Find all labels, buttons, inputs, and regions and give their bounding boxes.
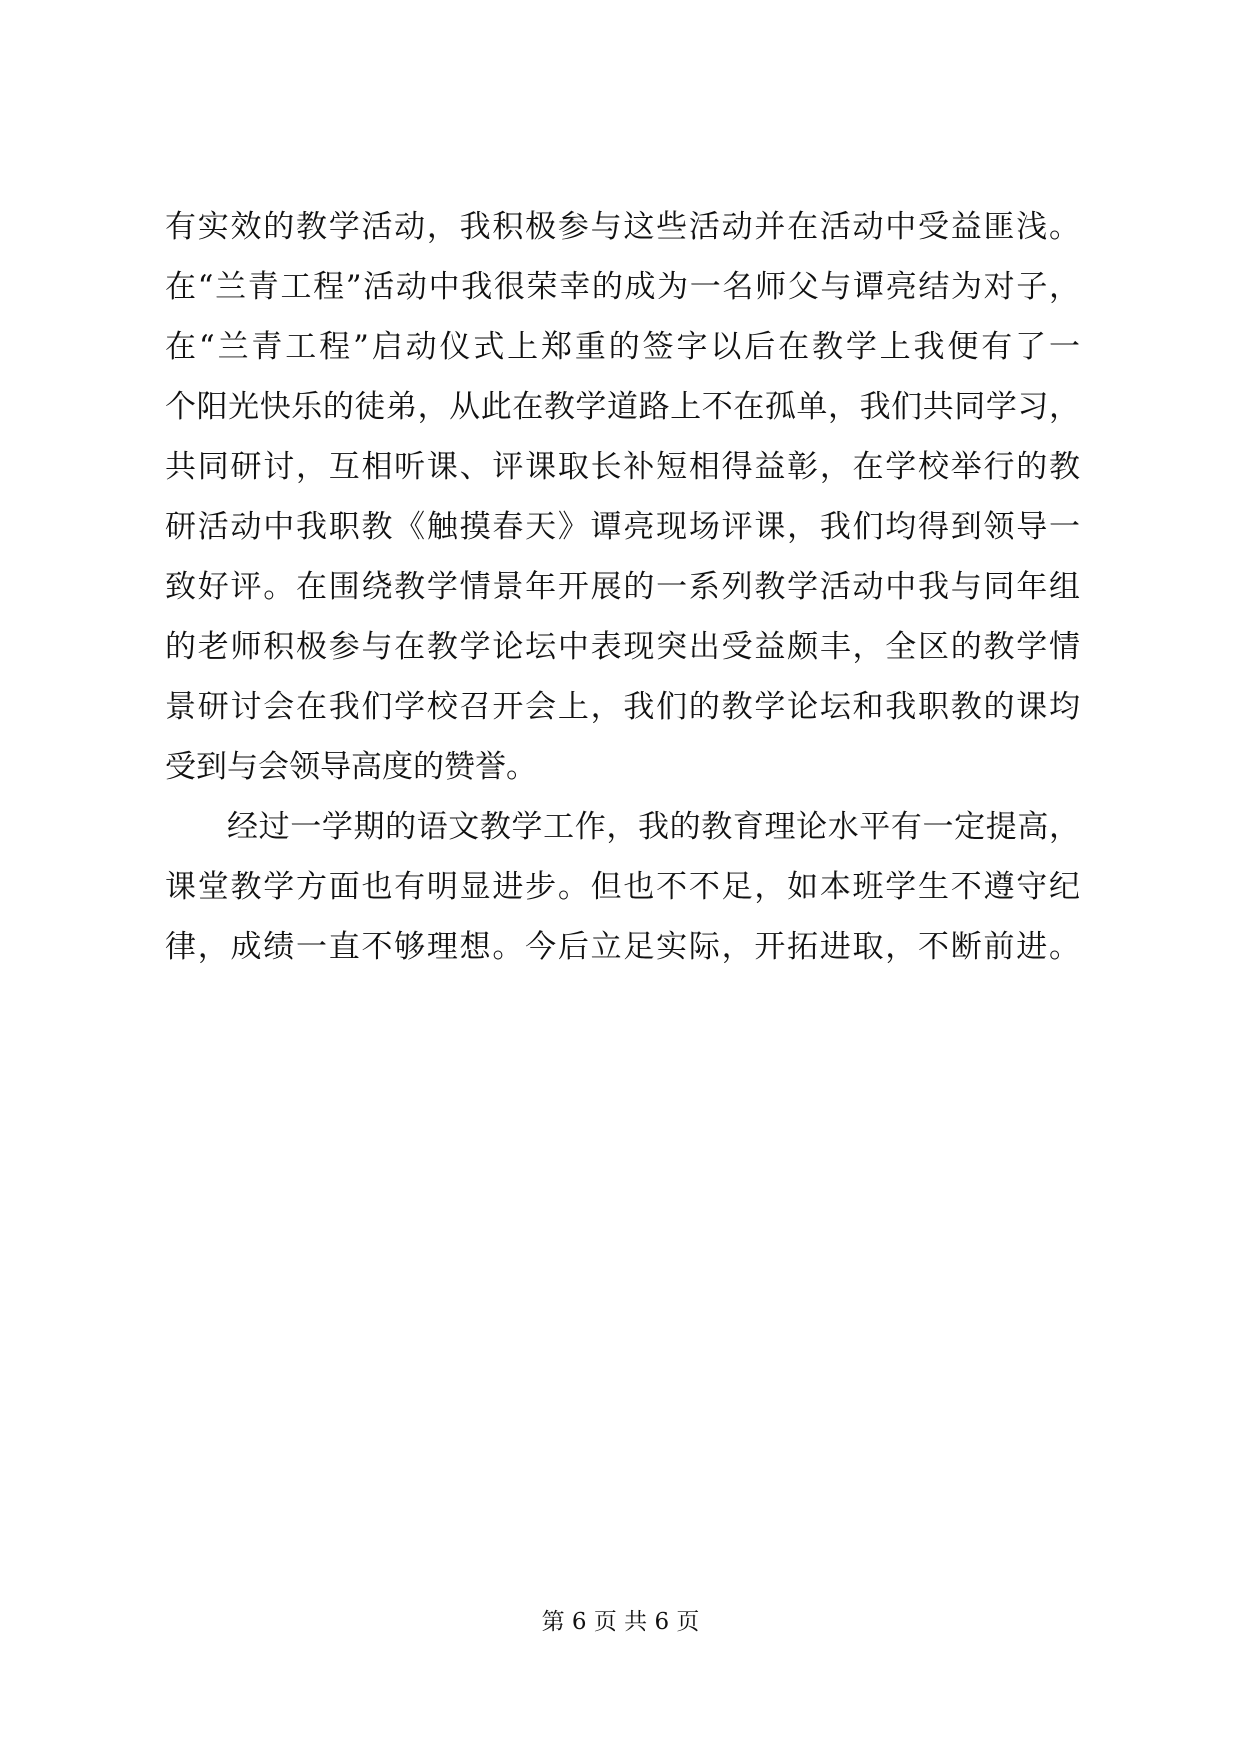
text-line-6: 研活动中我职教《触摸春天》谭亮现场评课，我们均得到领导一	[165, 509, 1080, 545]
text-line-4: 个阳光快乐的徒弟，从此在教学道路上不在孤单，我们共同学习，	[165, 389, 1080, 425]
page-footer: 第 6 页 共 6 页	[541, 1609, 700, 1635]
text-line-1: 有实效的教学活动，我积极参与这些活动并在活动中受益匪浅。	[165, 209, 1080, 245]
text-line-9: 景研讨会在我们学校召开会上，我们的教学论坛和我职教的课均	[165, 689, 1080, 725]
text-line-7: 致好评。在围绕教学情景年开展的一系列教学活动中我与同年组	[165, 569, 1080, 605]
text-line-5: 共同研讨，互相听课、评课取长补短相得益彰，在学校举行的教	[165, 449, 1080, 485]
body-text	[165, 197, 1080, 977]
text-line-8: 的老师积极参与在教学论坛中表现突出受益颇丰，全区的教学情	[165, 629, 1080, 665]
text-line-10: 受到与会领导高度的赞誉。	[165, 749, 537, 785]
text-line-11: 经过一学期的语文教学工作，我的教育理论水平有一定提高，	[227, 809, 1080, 845]
text-line-2: 在“兰青工程”活动中我很荣幸的成为一名师父与谭亮结为对子，	[165, 269, 1080, 305]
text-line-12: 课堂教学方面也有明显进步。但也不不足，如本班学生不遵守纪	[165, 869, 1080, 905]
text-line-3: 在“兰青工程”启动仪式上郑重的签字以后在教学上我便有了一	[165, 329, 1080, 365]
text-line-13: 律，成绩一直不够理想。今后立足实际，开拓进取，不断前进。	[165, 929, 1080, 965]
